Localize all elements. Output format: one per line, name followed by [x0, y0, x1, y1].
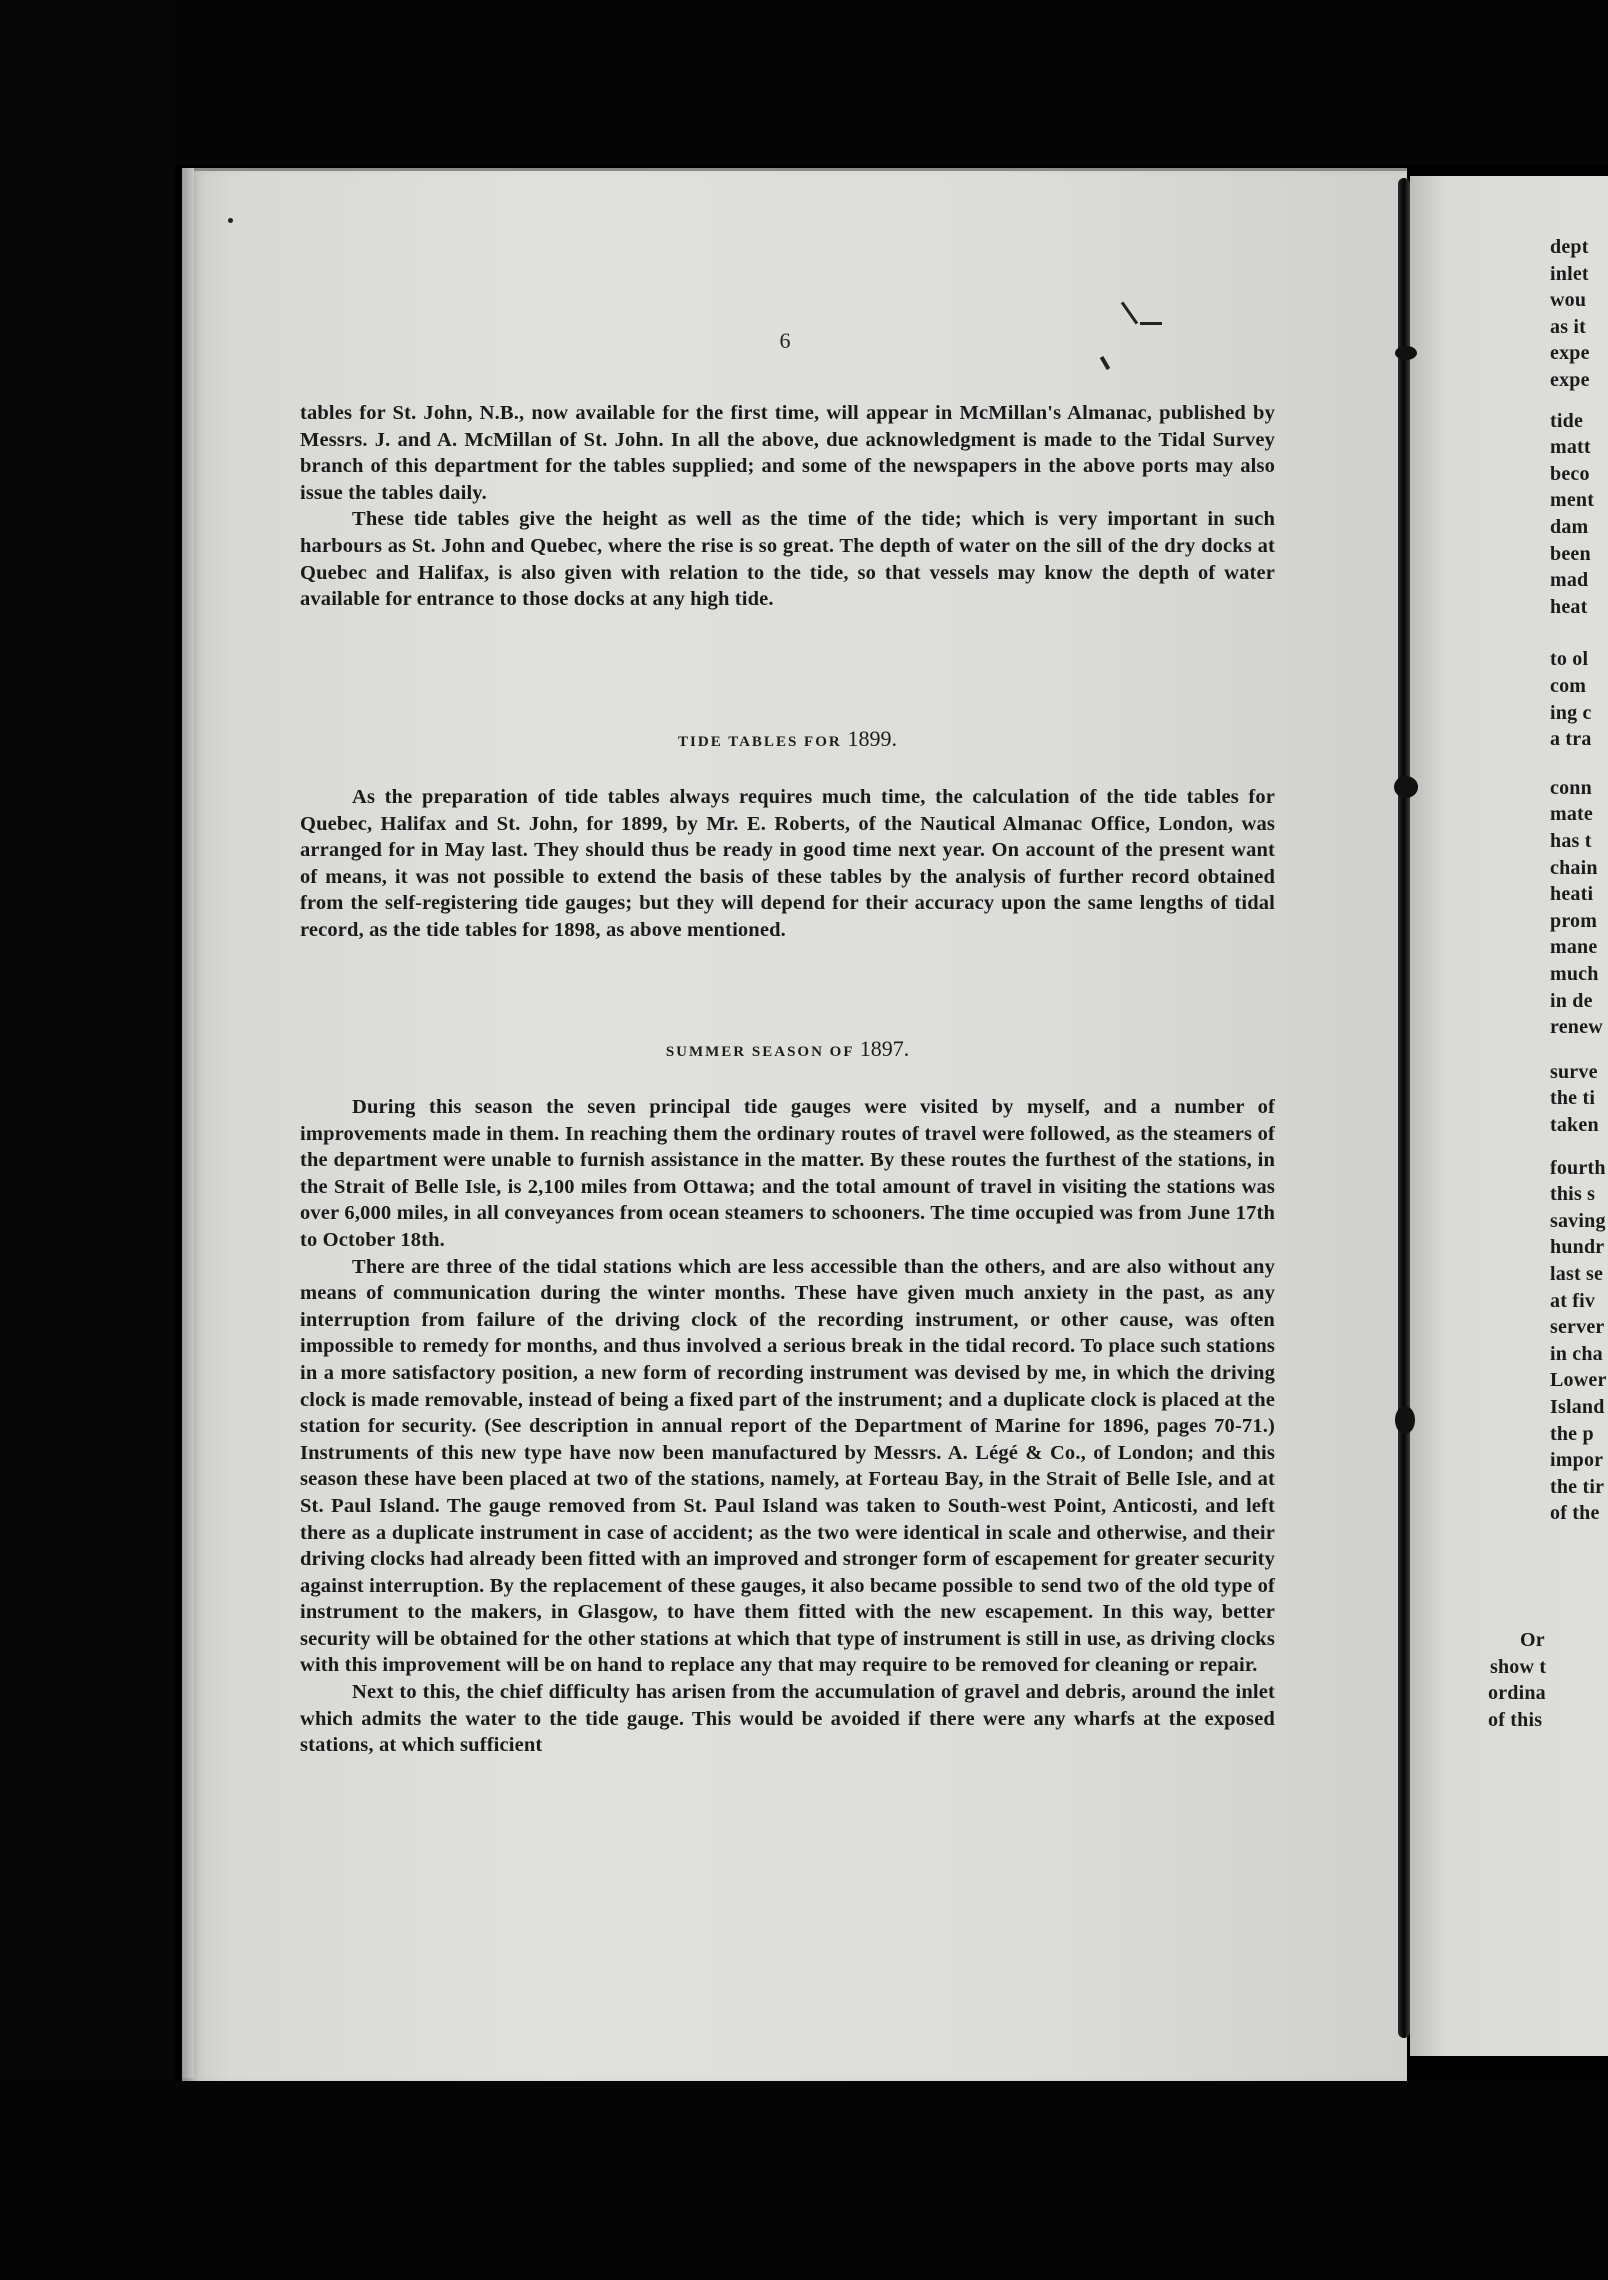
heading-year: 1899.	[847, 726, 897, 751]
facing-page-line-fragment: conn	[1550, 776, 1592, 799]
facing-page-line-fragment: dept	[1550, 236, 1589, 258]
heading-text: SUMMER SEASON OF	[665, 1044, 860, 1060]
facing-page-line-fragment: ing c	[1550, 701, 1592, 724]
facing-page-line-fragment: beco	[1550, 462, 1590, 485]
facing-page-line-fragment: a tra	[1550, 728, 1592, 751]
facing-page-line-fragment: fourth	[1550, 1156, 1606, 1179]
facing-page-line-fragment: server	[1550, 1316, 1605, 1339]
film-frame-left	[0, 0, 175, 2280]
tide-tables-paragraph: As the preparation of tide tables always requires much time, the calculation of the tide tables for Quebec, Halifax and St. John, for 1899, by Mr. E. Roberts, of the Nautical Almanac Office, London, was arranged for in May last. They should thus be ready in good time next year. On account of the present want of means, it was not possible to extend the basis of these tables by the analysis of further record obtained from the self-registering tide gauges; but they will depend for their accuracy upon the same lengths of tidal record, as the tide tables for 1898, as above mentioned.	[300, 786, 1275, 941]
facing-page-line-fragment: impor	[1550, 1449, 1604, 1472]
tide-heights-paragraph: These tide tables give the height as well as the time of the tide; which is very important in such harbours as St. John and Quebec, where the rise is so great. The depth of water on the sill of the dry docks at Quebec and Halifax, is also given with relation to the tide, so that vessels may know the depth of water available for entrance to those docks at any high tide.	[300, 508, 1275, 611]
gutter-mark	[1395, 346, 1417, 360]
summer-paragraph-2: There are three of the tidal stations which are less accessible than the others, and are also without any means of communication during the winter months. These have given much anxiety in the past, as any interruption from failure of the driving clock of the recording instrument, or other cause, was often impossible to remedy for months, and thus involved a serious break in the tidal record. To place such stations in a more satisfactory position, a new form of recording instrument was devised by me, in which the driving clock is made removable, instead of being a fixed part of the instrument; and a duplicate clock is placed at the station for security. (See description in annual report of the Department of Marine for 1896, pages 70-71.) Instruments of this new type have now been manufactured by Messrs. A. Légé & Co., of London; and this season these have been placed at two of the stations, namely, at Forteau Bay, in the Strait of Belle Isle, and at St. Paul Island. The gauge removed from St. Paul Island was taken to South-west Point, Anticosti, and left there as a duplicate instrument in case of accident; as the two were identical in scale and otherwise, and their driving clocks had already been fitted with an improved and stronger form of escapement for greater security against interruption. By the replacement of these gauges, it also became possible to send two of the old type of instrument to the makers, in Glasgow, to have them fitted with the new escapement. In this way, better security will be obtained for the other stations at which that type of instrument is still in use, as driving clocks with this improvement will be on hand to replace any that may require to be removed for cleaning or repair.	[300, 1255, 1275, 1677]
ink-stroke	[1140, 322, 1162, 325]
facing-page-line-fragment: saving	[1550, 1209, 1606, 1232]
facing-page-line-fragment: the tir	[1550, 1475, 1605, 1498]
facing-page-line-fragment: show t	[1490, 1655, 1547, 1678]
facing-page-line-fragment: mate	[1550, 803, 1593, 826]
facing-page-line-fragment: com	[1550, 675, 1587, 697]
facing-page-line-fragment: as it	[1550, 315, 1586, 338]
summer-paragraph-1: During this season the seven principal tide gauges were visited by myself, and a number of improvements made in them. In reaching them the ordinary routes of travel were followed, as the steamers of the department were unable to furnish assistance in the matter. By these routes the furthest of the stations, in the Strait of Belle Isle, is 2,100 miles from Ottawa; and the total amount of travel in visiting the stations was over 6,000 miles, in all conveyances from ocean steamers to schooners. The time occupied was from June 17th to October 18th.	[300, 1096, 1275, 1251]
facing-page-line-fragment: inlet	[1550, 262, 1589, 285]
ink-speck	[228, 218, 233, 223]
book-gutter	[1398, 178, 1410, 2038]
facing-page-fragment	[1410, 176, 1608, 2056]
page-number: 6	[779, 328, 791, 353]
film-frame-bottom	[0, 2080, 1608, 2280]
facing-page-line-fragment: matt	[1550, 436, 1591, 459]
facing-page-line-fragment: in cha	[1550, 1342, 1603, 1365]
heading-text: TIDE TABLES FOR	[678, 734, 848, 750]
facing-page-line-fragment: renew	[1550, 1016, 1603, 1039]
facing-page-line-fragment: surve	[1550, 1060, 1598, 1083]
summer-paragraph-3: Next to this, the chief difficulty has arisen from the accumulation of gravel and debris, around the inlet which admits the water to the tide gauge. This would be avoided if there were any wharfs at the exposed stations, at which sufficient	[300, 1681, 1275, 1757]
facing-page-line-fragment: tide	[1550, 409, 1584, 432]
facing-page-line-fragment: of this	[1488, 1708, 1543, 1731]
intro-paragraph: tables for St. John, N.B., now available for the first time, will appear in McMillan's Almanac, published by Messrs. J. and A. McMillan of St. John. In all the above, due acknowledgment is made to the Tidal Survey branch of this department for the tables supplied; and some of the newspapers in the above ports may also issue the tables daily.	[300, 402, 1275, 504]
facing-page-line-fragment: to ol	[1550, 648, 1589, 671]
facing-page-line-fragment: the ti	[1550, 1087, 1596, 1110]
page-edge-shadow	[182, 168, 194, 2078]
heading-year: 1897.	[859, 1036, 910, 1061]
intro-block	[300, 400, 1275, 613]
facing-page-line-fragment: the p	[1550, 1422, 1594, 1445]
facing-page-line-fragment: ment	[1550, 489, 1595, 512]
facing-page-line-fragment: expe	[1550, 342, 1590, 365]
facing-page-line-fragment: heat	[1550, 595, 1588, 618]
facing-page-line-fragment: mane	[1550, 936, 1598, 959]
facing-page-line-fragment: in de	[1550, 989, 1593, 1012]
facing-page-line-fragment: at fiv	[1550, 1289, 1596, 1312]
facing-page-line-fragment: ordina	[1488, 1682, 1546, 1705]
facing-page-line-fragment: Lower	[1550, 1369, 1607, 1392]
facing-page-line-fragment: prom	[1550, 909, 1598, 932]
facing-page-line-fragment: chain	[1550, 856, 1598, 879]
gutter-mark	[1394, 776, 1418, 798]
facing-page-line-fragment: heati	[1550, 883, 1594, 906]
facing-page-line-fragment: has t	[1550, 830, 1592, 852]
facing-page-line-fragment: been	[1550, 542, 1591, 565]
facing-page-line-fragment: much	[1550, 963, 1599, 985]
facing-page-line-fragment: of the	[1550, 1502, 1600, 1525]
facing-page-line-fragment: wou	[1550, 289, 1587, 312]
facing-page-line-fragment: expe	[1550, 369, 1590, 391]
tide-tables-block	[300, 784, 1275, 944]
facing-page-line-fragment: this s	[1550, 1183, 1596, 1206]
summer-season-block	[300, 1094, 1275, 1759]
facing-page-line-fragment: mad	[1550, 569, 1589, 592]
heading-tide-tables-1899	[300, 726, 1275, 752]
facing-page-line-fragment: hundr	[1550, 1236, 1605, 1259]
facing-page-line-fragment: Or	[1520, 1629, 1545, 1651]
facing-page-line-fragment: taken	[1550, 1114, 1599, 1136]
facing-page-line-fragment: last se	[1550, 1263, 1604, 1285]
facing-page-line-fragment: Island	[1550, 1396, 1605, 1418]
facing-page-line-fragment: dam	[1550, 516, 1589, 538]
gutter-mark	[1395, 1406, 1415, 1434]
heading-summer-season-1897	[300, 1036, 1275, 1062]
film-frame-top	[0, 0, 1608, 165]
